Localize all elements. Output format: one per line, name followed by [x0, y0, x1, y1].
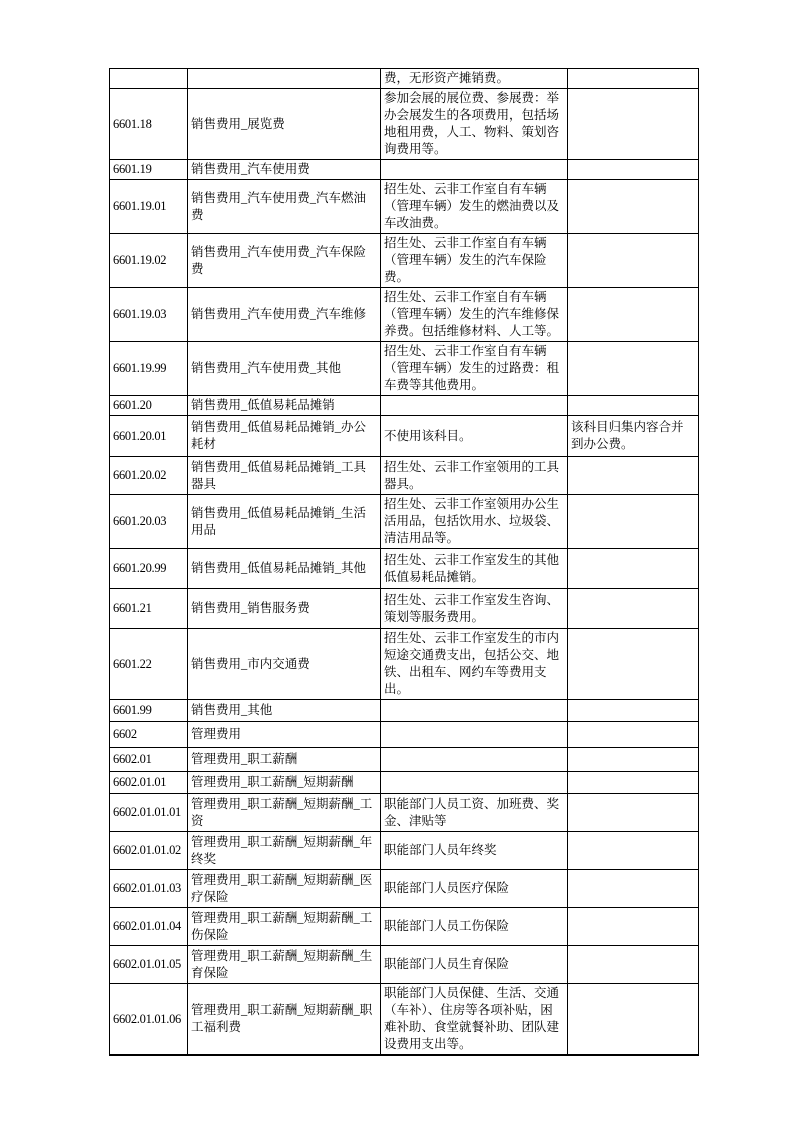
account-name-cell: 管理费用_职工薪酬_短期薪酬_工资 [188, 794, 381, 832]
account-note-cell [568, 832, 699, 870]
account-name-cell: 管理费用_职工薪酬 [188, 748, 381, 772]
account-code-cell: 6602 [110, 722, 188, 748]
account-name-cell: 销售费用_低值易耗品摊销_工具器具 [188, 457, 381, 495]
account-name-cell: 管理费用 [188, 722, 381, 748]
account-row [110, 69, 699, 89]
account-name-cell: 销售费用_市内交通费 [188, 629, 381, 700]
account-name-cell: 管理费用_职工薪酬_短期薪酬_工伤保险 [188, 908, 381, 946]
account-row [110, 549, 699, 589]
account-note-cell [568, 794, 699, 832]
account-name-cell: 管理费用_职工薪酬_短期薪酬_生育保险 [188, 946, 381, 984]
account-code-cell: 6601.20 [110, 396, 188, 416]
account-code-cell: 6601.20.02 [110, 457, 188, 495]
account-name-cell [188, 69, 381, 89]
account-code-cell: 6601.19 [110, 160, 188, 180]
account-name-cell: 管理费用_职工薪酬_短期薪酬_职工福利费 [188, 984, 381, 1056]
account-name-cell: 销售费用_销售服务费 [188, 589, 381, 629]
account-desc-cell: 职能部门人员生育保险 [381, 946, 568, 984]
account-code-cell: 6601.19.99 [110, 342, 188, 396]
account-row [110, 589, 699, 629]
account-note-cell [568, 870, 699, 908]
account-note-cell [568, 748, 699, 772]
account-desc-cell: 职能部门人员年终奖 [381, 832, 568, 870]
account-code-cell: 6601.19.02 [110, 234, 188, 288]
account-name-cell: 销售费用_汽车使用费_汽车燃油费 [188, 180, 381, 234]
account-row [110, 794, 699, 832]
account-name-cell: 销售费用_低值易耗品摊销_生活用品 [188, 495, 381, 549]
account-code-cell: 6601.18 [110, 89, 188, 160]
account-row [110, 772, 699, 794]
account-name-cell: 销售费用_汽车使用费_汽车维修 [188, 288, 381, 342]
account-row [110, 629, 699, 700]
account-note-cell [568, 288, 699, 342]
account-row [110, 89, 699, 160]
account-desc-cell: 不使用该科目。 [381, 416, 568, 457]
account-desc-cell: 招生处、云非工作室发生的其他低值易耗品摊销。 [381, 549, 568, 589]
account-note-cell [568, 589, 699, 629]
account-row [110, 722, 699, 748]
account-desc-cell [381, 772, 568, 794]
account-note-cell: 该科目归集内容合并到办公费。 [568, 416, 699, 457]
account-note-cell [568, 180, 699, 234]
account-name-cell: 管理费用_职工薪酬_短期薪酬_医疗保险 [188, 870, 381, 908]
account-name-cell: 销售费用_低值易耗品摊销_其他 [188, 549, 381, 589]
account-row [110, 946, 699, 984]
account-note-cell [568, 549, 699, 589]
account-code-cell: 6601.20.01 [110, 416, 188, 457]
account-desc-cell [381, 722, 568, 748]
account-name-cell: 销售费用_汽车使用费 [188, 160, 381, 180]
account-code-cell: 6602.01.01.04 [110, 908, 188, 946]
account-row [110, 700, 699, 722]
account-code-cell: 6602.01.01.03 [110, 870, 188, 908]
account-desc-cell [381, 160, 568, 180]
account-code-cell: 6602.01.01.01 [110, 794, 188, 832]
account-note-cell [568, 89, 699, 160]
account-desc-cell: 招生处、云非工作室自有车辆（管理车辆）发生的过路费：租车费等其他费用。 [381, 342, 568, 396]
account-name-cell: 销售费用_低值易耗品摊销 [188, 396, 381, 416]
account-name-cell: 管理费用_职工薪酬_短期薪酬 [188, 772, 381, 794]
account-row [110, 416, 699, 457]
account-code-cell: 6602.01.01.02 [110, 832, 188, 870]
account-row [110, 234, 699, 288]
account-code-cell: 6602.01.01.06 [110, 984, 188, 1056]
account-note-cell [568, 234, 699, 288]
account-note-cell [568, 722, 699, 748]
account-row [110, 495, 699, 549]
account-code-cell: 6601.20.03 [110, 495, 188, 549]
account-desc-cell: 招生处、云非工作室领用办公生活用品，包括饮用水、垃圾袋、清洁用品等。 [381, 495, 568, 549]
chart-of-accounts-table-wrap [109, 68, 699, 1056]
account-code-cell: 6601.21 [110, 589, 188, 629]
account-note-cell [568, 908, 699, 946]
account-note-cell [568, 495, 699, 549]
account-desc-cell: 职能部门人员工资、加班费、奖金、津贴等 [381, 794, 568, 832]
account-desc-cell: 招生处、云非工作室发生的市内短途交通费支出，包括公交、地铁、出租车、网约车等费用支出。 [381, 629, 568, 700]
account-row [110, 160, 699, 180]
account-note-cell [568, 700, 699, 722]
account-name-cell: 管理费用_职工薪酬_短期薪酬_年终奖 [188, 832, 381, 870]
account-note-cell [568, 396, 699, 416]
account-name-cell: 销售费用_其他 [188, 700, 381, 722]
account-row [110, 984, 699, 1056]
account-row [110, 180, 699, 234]
account-code-cell: 6601.20.99 [110, 549, 188, 589]
account-row [110, 396, 699, 416]
account-note-cell [568, 160, 699, 180]
account-code-cell: 6602.01 [110, 748, 188, 772]
account-row [110, 832, 699, 870]
account-desc-cell: 招生处、云非工作室发生咨询、策划等服务费用。 [381, 589, 568, 629]
account-code-cell [110, 69, 188, 89]
account-name-cell: 销售费用_展览费 [188, 89, 381, 160]
account-row [110, 908, 699, 946]
account-name-cell: 销售费用_汽车使用费_其他 [188, 342, 381, 396]
chart-of-accounts-table [109, 68, 699, 1056]
account-desc-cell: 招生处、云非工作室领用的工具器具。 [381, 457, 568, 495]
account-note-cell [568, 984, 699, 1056]
account-desc-cell: 职能部门人员工伤保险 [381, 908, 568, 946]
account-rows [110, 69, 699, 1056]
account-row [110, 870, 699, 908]
account-desc-cell: 招生处、云非工作室自有车辆（管理车辆）发生的汽车维修保养费。包括维修材料、人工等。 [381, 288, 568, 342]
account-code-cell: 6601.19.03 [110, 288, 188, 342]
account-code-cell: 6602.01.01.05 [110, 946, 188, 984]
account-desc-cell [381, 748, 568, 772]
account-note-cell [568, 457, 699, 495]
account-code-cell: 6601.99 [110, 700, 188, 722]
account-note-cell [568, 629, 699, 700]
account-desc-cell [381, 396, 568, 416]
account-desc-cell: 职能部门人员保健、生活、交通（车补）、住房等各项补贴，困难补助、食堂就餐补助、团队建设费用支出等。 [381, 984, 568, 1056]
account-note-cell [568, 342, 699, 396]
account-row [110, 288, 699, 342]
account-name-cell: 销售费用_汽车使用费_汽车保险费 [188, 234, 381, 288]
account-row [110, 748, 699, 772]
account-desc-cell [381, 700, 568, 722]
account-row [110, 342, 699, 396]
account-note-cell [568, 69, 699, 89]
account-row [110, 457, 699, 495]
account-code-cell: 6602.01.01 [110, 772, 188, 794]
account-desc-cell: 参加会展的展位费、参展费：举办会展发生的各项费用，包括场地租用费，人工、物料、策划咨询费用等。 [381, 89, 568, 160]
account-code-cell: 6601.19.01 [110, 180, 188, 234]
account-code-cell: 6601.22 [110, 629, 188, 700]
account-desc-cell: 费，无形资产摊销费。 [381, 69, 568, 89]
account-desc-cell: 招生处、云非工作室自有车辆（管理车辆）发生的燃油费以及车改油费。 [381, 180, 568, 234]
account-note-cell [568, 946, 699, 984]
account-name-cell: 销售费用_低值易耗品摊销_办公耗材 [188, 416, 381, 457]
account-desc-cell: 职能部门人员医疗保险 [381, 870, 568, 908]
account-desc-cell: 招生处、云非工作室自有车辆（管理车辆）发生的汽车保险费。 [381, 234, 568, 288]
account-note-cell [568, 772, 699, 794]
